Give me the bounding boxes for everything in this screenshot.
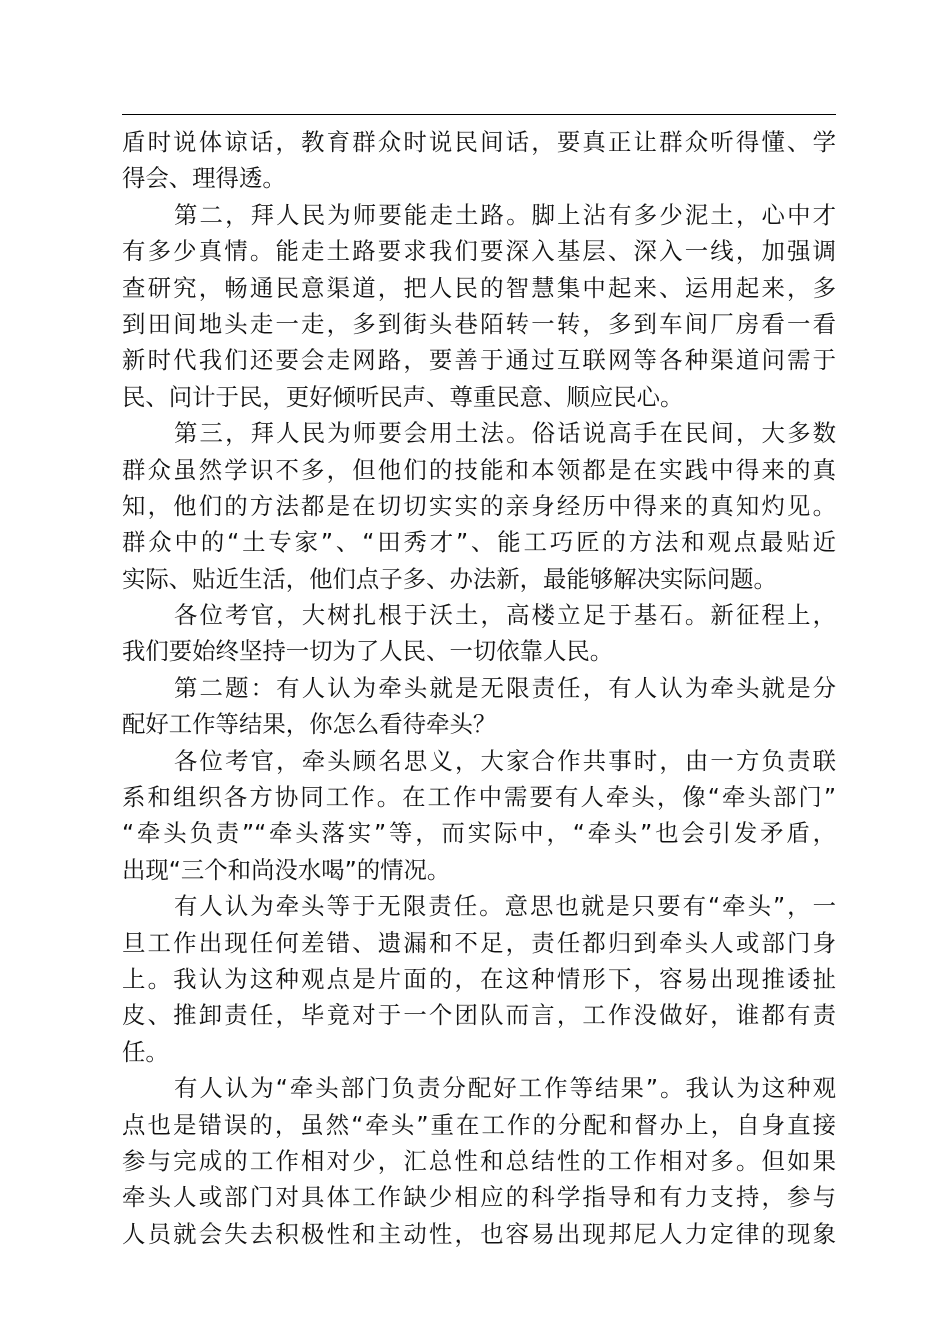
text-line: 到田间地头走一走，多到街头巷陌转一转，多到车间厂房看一看 <box>122 309 836 338</box>
text-line: 群众虽然学识不多，但他们的技能和本领都是在实践中得来的真 <box>122 455 836 484</box>
text-line: 有人认为“牵头部门负责分配好工作等结果”。我认为这种观 <box>174 1074 836 1103</box>
text-line: 实际、贴近生活，他们点子多、办法新，最能够解决实际问题。 <box>122 564 777 593</box>
body-text <box>122 124 836 1252</box>
text-line: 上。我认为这种观点是片面的，在这种情形下，容易出现推诿扯 <box>122 964 836 993</box>
text-line: 得会、理得透。 <box>122 164 286 193</box>
text-line: 参与完成的工作相对少，汇总性和总结性的工作相对多。但如果 <box>122 1146 836 1175</box>
text-line: 知，他们的方法都是在切切实实的亲身经历中得来的真知灼见。 <box>122 491 836 520</box>
text-line: 我们要始终坚持一切为了人民、一切依靠人民。 <box>122 637 614 666</box>
text-line: 系和组织各方协同工作。在工作中需要有人牵头，像“牵头部门” <box>122 783 836 812</box>
text-line: 人员就会失去积极性和主动性，也容易出现邦尼人力定律的现象 <box>122 1219 836 1248</box>
text-line: 皮、推卸责任，毕竟对于一个团队而言，工作没做好，谁都有责 <box>122 1001 836 1030</box>
text-line: 盾时说体谅话，教育群众时说民间话，要真正让群众听得懂、学 <box>122 128 836 156</box>
text-line: 新时代我们还要会走网路，要善于通过互联网等各种渠道问需于 <box>122 346 836 375</box>
text-line: 任。 <box>122 1037 169 1066</box>
text-line: 点也是错误的，虽然“牵头”重在工作的分配和督办上，自身直接 <box>122 1110 836 1139</box>
text-line: 出现“三个和尚没水喝”的情况。 <box>122 855 451 884</box>
text-line: 第三，拜人民为师要会用土法。俗话说高手在民间，大多数 <box>174 419 836 448</box>
text-line: 第二，拜人民为师要能走土路。脚上沾有多少泥土，心中才 <box>174 200 836 229</box>
text-line: 有人认为牵头等于无限责任。意思也就是只要有“牵头”，一 <box>174 892 836 921</box>
text-line: 配好工作等结果，你怎么看待牵头？ <box>122 710 497 739</box>
text-line: 牵头人或部门对具体工作缺少相应的科学指导和有力支持，参与 <box>122 1183 836 1212</box>
text-line: 旦工作出现任何差错、遗漏和不足，责任都归到牵头人或部门身 <box>122 928 836 957</box>
text-line: 第二题：有人认为牵头就是无限责任，有人认为牵头就是分 <box>174 673 836 702</box>
text-line: 各位考官，大树扎根于沃土，高楼立足于基石。新征程上， <box>174 601 836 630</box>
text-line: 查研究，畅通民意渠道，把人民的智慧集中起来、运用起来，多 <box>122 273 836 302</box>
header-rule <box>122 114 836 115</box>
text-line: 各位考官，牵头顾名思义，大家合作共事时，由一方负责联 <box>174 746 836 775</box>
text-line: 有多少真情。能走土路要求我们要深入基层、深入一线，加强调 <box>122 237 836 266</box>
text-line: 群众中的“土专家”、“田秀才”、能工巧匠的方法和观点最贴近 <box>122 528 836 557</box>
text-line: 民、问计于民，更好倾听民声、尊重民意、顺应民心。 <box>122 382 684 411</box>
text-line: “牵头负责”“牵头落实”等，而实际中，“牵头”也会引发矛盾， <box>122 819 836 848</box>
